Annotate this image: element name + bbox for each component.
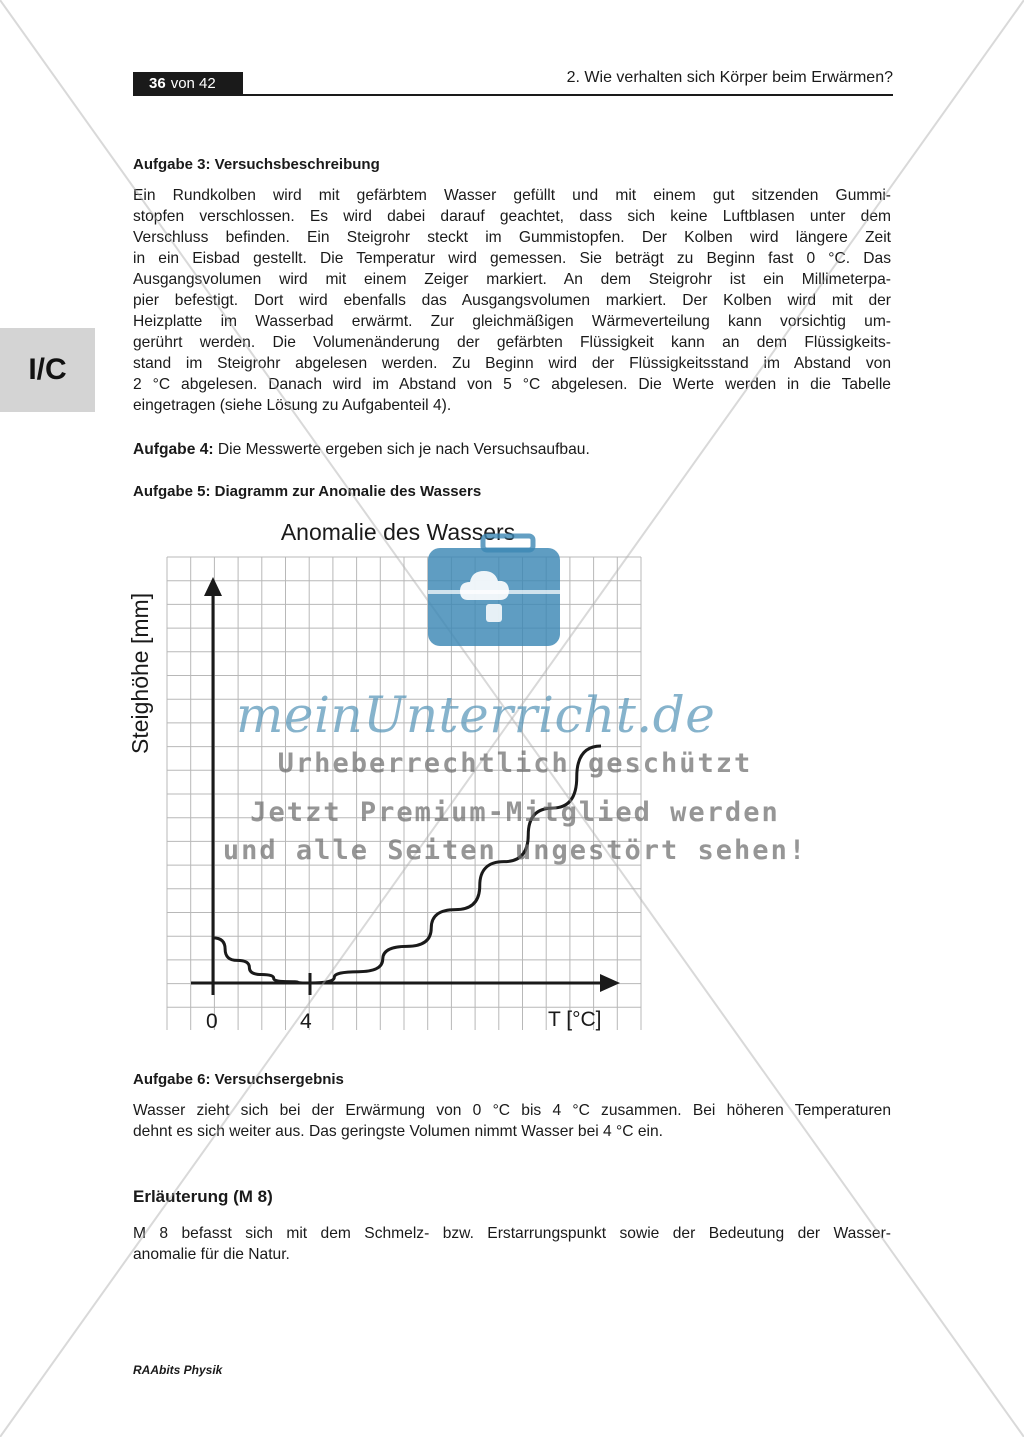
task3-heading: Aufgabe 3: Versuchsbeschreibung (133, 156, 380, 173)
task4-text: Die Messwerte ergeben sich je nach Versuchsaufbau. (217, 441, 590, 458)
explanation-title: Erläuterung (M 8) (133, 1187, 273, 1206)
explanation-line: M 8 befasst sich mit dem Schmelz- bzw. Erstarrungspunkt sowie der Bedeutung der Wasser- (133, 1225, 891, 1242)
page-total: von 42 (170, 75, 216, 92)
chart-x-axis-label: T [°C] (548, 1008, 602, 1031)
chart-title: Anomalie des Wassers (280, 519, 516, 545)
explanation-line: anomalie für die Natur. (133, 1246, 290, 1263)
x-tick-label-0: 0 (206, 1010, 218, 1033)
task3-line: Ein Rundkolben wird mit gefärbtem Wasser gefüllt und mit einem gut sitzenden Gummi- (133, 187, 891, 204)
task3-line: stand im Steigrohr abgelesen werden. Zu Beginn wird der Flüssigkeitsstand im Abstand von (133, 355, 891, 372)
task6-line: dehnt es sich weiter aus. Das geringste Volumen nimmt Wasser bei 4 °C ein. (133, 1123, 664, 1140)
footer-publication: RAAbits Physik (133, 1363, 223, 1377)
task3-line: Ausgangsvolumen wird mit einem Zeiger markiert. An dem Steigrohr ist ein Millimeterpa- (133, 271, 891, 288)
task3-line: in ein Eisbad gestellt. Die Temperatur wird gemessen. Sie beträgt zu Beginn fast 0 °C. Das (133, 250, 891, 267)
chart-y-axis-label: Steighöhe [mm] (127, 592, 153, 754)
briefcase-cloud-icon (428, 536, 560, 646)
task3-line: stopfen verschlossen. Es wird dabei darauf geachtet, dass sich keine Luftblasen unter dem (133, 208, 891, 225)
watermark-logo-text: meinUnterricht.de (236, 686, 716, 744)
task3-line: Verschluss befinden. Ein Steigrohr steckt im Gummistopfen. Der Kolben wird längere Zeit (133, 229, 891, 246)
watermark-line-1: Urheberrechtlich geschützt (277, 748, 753, 779)
task3-line: Heizplatte im Wasserbad erwärmt. Zur gleichmäßigen Wärmeverteilung kann vorsichtig um- (133, 313, 891, 330)
chapter-title: 2. Wie verhalten sich Körper beim Erwärmen? (566, 69, 893, 86)
task3-line: pier befestigt. Dort wird ebenfalls das Ausgangsvolumen markiert. Der Kolben wird mit der (133, 292, 891, 309)
watermark-line-2: Jetzt Premium-Mitglied werden (250, 797, 780, 828)
page-current: 36 (149, 75, 166, 92)
task4-label: Aufgabe 4: (133, 441, 214, 458)
watermark-line-3: und alle Seiten ungestört sehen! (222, 835, 808, 866)
task6-heading: Aufgabe 6: Versuchsergebnis (133, 1071, 344, 1088)
task6-line: Wasser zieht sich bei der Erwärmung von 0 °C bis 4 °C zusammen. Bei höheren Temperaturen (133, 1102, 891, 1119)
section-side-tab: I/C (0, 328, 95, 412)
task3-line: eingetragen (siehe Lösung zu Aufgabenteil 4). (133, 397, 452, 414)
x-tick-label-4: 4 (300, 1010, 312, 1033)
task3-line: 2 °C abgelesen. Danach wird im Abstand von 5 °C abgelesen. Die Werte werden in die Tabelle (133, 376, 891, 393)
task5-heading: Aufgabe 5: Diagramm zur Anomalie des Wassers (133, 483, 482, 500)
task3-line: gerührt werden. Die Volumenänderung der gefärbten Flüssigkeit kann an dem Flüssigkeits- (133, 334, 891, 351)
